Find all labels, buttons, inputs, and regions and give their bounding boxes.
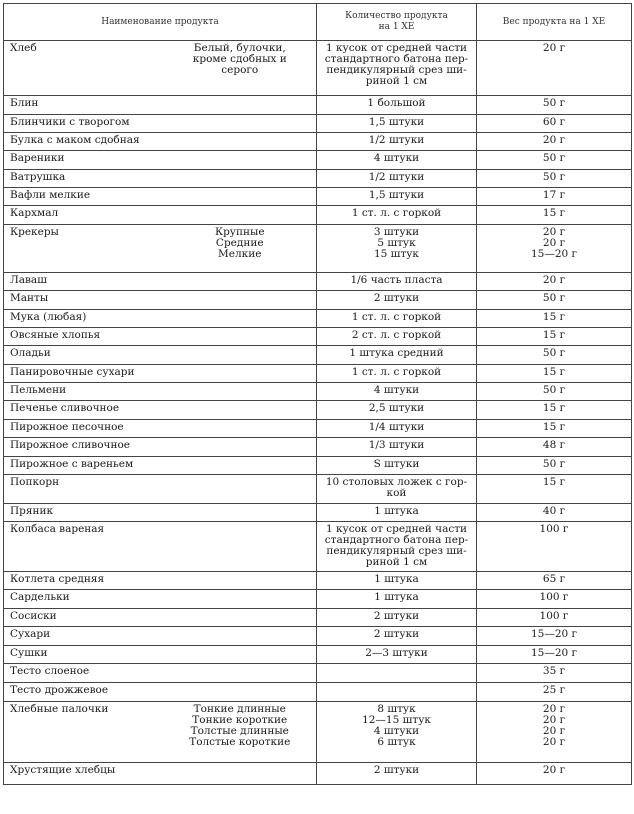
table-row bbox=[4, 273, 632, 291]
product-weight bbox=[477, 475, 632, 504]
table-row bbox=[4, 401, 632, 420]
product-weight-line: 20 г bbox=[542, 764, 566, 776]
product-weight-line: 20 г bbox=[542, 725, 566, 737]
product-quantity bbox=[317, 225, 477, 273]
product-weight-line: 50 г bbox=[542, 292, 566, 304]
table-row bbox=[4, 383, 632, 401]
product-weight-line: 15 г bbox=[542, 207, 566, 219]
product-name: Пирожное песочное bbox=[4, 420, 164, 438]
product-quantity bbox=[317, 273, 477, 291]
product-variant-line: Толстые длинные bbox=[190, 725, 289, 737]
product-quantity bbox=[317, 41, 477, 96]
product-name: Сосиски bbox=[4, 609, 164, 627]
product-quantity-line: 1/6 часть пласта bbox=[350, 274, 443, 286]
product-weight-line: 15—20 г bbox=[530, 647, 578, 659]
table-row bbox=[4, 504, 632, 522]
table-row bbox=[4, 206, 632, 225]
table-row bbox=[4, 188, 632, 206]
product-quantity bbox=[317, 310, 477, 328]
product-weight-line: 50 г bbox=[542, 347, 566, 359]
product-weight-line: 15 г bbox=[542, 476, 566, 488]
product-variant bbox=[164, 590, 317, 609]
header-quantity-line2: на 1 ХЕ bbox=[378, 22, 415, 32]
product-weight-line: 20 г bbox=[542, 714, 566, 726]
product-quantity-line: 1,5 штуки bbox=[368, 189, 425, 201]
product-weight-line: 50 г bbox=[542, 152, 566, 164]
product-weight bbox=[477, 383, 632, 401]
product-quantity bbox=[317, 522, 477, 572]
table-row bbox=[4, 763, 632, 785]
product-name: Тесто слоеное bbox=[4, 664, 164, 683]
product-name: Вафли мелкие bbox=[4, 188, 164, 206]
product-quantity-line: 5 штук bbox=[377, 237, 416, 249]
product-weight bbox=[477, 96, 632, 115]
product-weight-line: 40 г bbox=[542, 505, 566, 517]
product-quantity bbox=[317, 763, 477, 785]
product-quantity-line: 1 кусок от средней части стандартного батона пер-пендикулярный срез ши-риной 1 см bbox=[324, 42, 469, 87]
product-name: Пельмени bbox=[4, 383, 164, 401]
product-name: Сушки bbox=[4, 646, 164, 664]
product-variant bbox=[164, 438, 317, 457]
table-row bbox=[4, 702, 632, 763]
product-weight bbox=[477, 115, 632, 133]
product-weight bbox=[477, 365, 632, 383]
product-weight bbox=[477, 328, 632, 346]
product-quantity bbox=[317, 133, 477, 151]
product-weight bbox=[477, 702, 632, 763]
product-name: Сардельки bbox=[4, 590, 164, 609]
table-row bbox=[4, 646, 632, 664]
table-row bbox=[4, 420, 632, 438]
product-quantity bbox=[317, 627, 477, 646]
product-variant bbox=[164, 310, 317, 328]
product-quantity-line: 1 большой bbox=[367, 97, 426, 109]
product-variant bbox=[164, 188, 317, 206]
product-variant bbox=[164, 273, 317, 291]
product-weight-line: 35 г bbox=[542, 665, 566, 677]
product-variant bbox=[164, 383, 317, 401]
product-quantity-line: 2 ст. л. с горкой bbox=[351, 329, 442, 341]
product-weight-line: 50 г bbox=[542, 458, 566, 470]
product-weight-line: 15 г bbox=[542, 329, 566, 341]
table-row bbox=[4, 346, 632, 365]
header-quantity-line1: Количество продукта bbox=[345, 11, 448, 21]
product-variant bbox=[164, 646, 317, 664]
product-variant bbox=[164, 170, 317, 188]
table-row bbox=[4, 115, 632, 133]
product-variant bbox=[164, 664, 317, 683]
product-variant bbox=[164, 328, 317, 346]
product-weight-line: 50 г bbox=[542, 384, 566, 396]
product-name: Крекеры bbox=[4, 225, 164, 273]
product-variant-line: Белый, булочки, кроме сдобных и серого bbox=[192, 42, 287, 76]
product-quantity bbox=[317, 115, 477, 133]
table-row bbox=[4, 627, 632, 646]
product-quantity bbox=[317, 170, 477, 188]
product-name: Хрустящие хлебцы bbox=[4, 763, 164, 785]
table-row bbox=[4, 291, 632, 310]
product-variant bbox=[164, 504, 317, 522]
product-weight-line: 15 г bbox=[542, 366, 566, 378]
xe-table bbox=[3, 3, 632, 785]
table-row bbox=[4, 310, 632, 328]
product-name: Оладьи bbox=[4, 346, 164, 365]
table-row bbox=[4, 151, 632, 170]
product-variant bbox=[164, 41, 317, 96]
product-variant-line: Тонкие короткие bbox=[192, 714, 288, 726]
product-quantity-line: 1 штука средний bbox=[349, 347, 444, 359]
product-quantity-line: 1/4 штуки bbox=[368, 421, 425, 433]
product-weight bbox=[477, 151, 632, 170]
product-weight bbox=[477, 346, 632, 365]
product-variant bbox=[164, 457, 317, 475]
product-name: Пирожное с вареньем bbox=[4, 457, 164, 475]
product-quantity-line: 12—15 штук bbox=[362, 714, 431, 726]
product-quantity-line: 2 штуки bbox=[373, 628, 420, 640]
product-variant-line: Средние bbox=[215, 237, 264, 249]
product-quantity bbox=[317, 96, 477, 115]
product-quantity-line: 6 штук bbox=[377, 736, 416, 748]
product-weight bbox=[477, 572, 632, 590]
table-row bbox=[4, 96, 632, 115]
product-variant bbox=[164, 115, 317, 133]
product-name: Блин bbox=[4, 96, 164, 115]
product-weight bbox=[477, 420, 632, 438]
product-variant-line: Толстые короткие bbox=[189, 736, 291, 748]
product-weight bbox=[477, 683, 632, 702]
product-name: Вареники bbox=[4, 151, 164, 170]
product-quantity bbox=[317, 609, 477, 627]
product-quantity-line: 1/2 штуки bbox=[368, 134, 425, 146]
product-quantity bbox=[317, 683, 477, 702]
product-variant bbox=[164, 475, 317, 504]
table-row bbox=[4, 664, 632, 683]
product-weight bbox=[477, 504, 632, 522]
product-name: Печенье сливочное bbox=[4, 401, 164, 420]
product-weight bbox=[477, 590, 632, 609]
product-quantity-line: 2 штуки bbox=[373, 610, 420, 622]
product-weight bbox=[477, 664, 632, 683]
product-variant bbox=[164, 401, 317, 420]
product-weight bbox=[477, 522, 632, 572]
product-quantity bbox=[317, 383, 477, 401]
product-weight bbox=[477, 310, 632, 328]
table-row bbox=[4, 41, 632, 96]
product-name: Овсяные хлопья bbox=[4, 328, 164, 346]
product-weight-line: 60 г bbox=[542, 116, 566, 128]
product-name: Блинчики с творогом bbox=[4, 115, 164, 133]
product-variant bbox=[164, 365, 317, 383]
product-quantity bbox=[317, 475, 477, 504]
product-quantity-line: 4 штуки bbox=[373, 384, 420, 396]
product-name: Мука (любая) bbox=[4, 310, 164, 328]
product-quantity-line: 1 ст. л. с горкой bbox=[351, 366, 442, 378]
product-weight-line: 15 г bbox=[542, 402, 566, 414]
product-quantity bbox=[317, 365, 477, 383]
product-variant bbox=[164, 627, 317, 646]
table-row bbox=[4, 438, 632, 457]
product-weight-line: 100 г bbox=[539, 523, 569, 535]
product-quantity bbox=[317, 188, 477, 206]
product-name: Тесто дрожжевое bbox=[4, 683, 164, 702]
product-quantity-line: 2 штуки bbox=[373, 292, 420, 304]
product-quantity-line: 1 кусок от средней части стандартного батона пер-пендикулярный срез ши-риной 1 см bbox=[324, 523, 469, 568]
table-row bbox=[4, 683, 632, 702]
product-weight-line: 20 г bbox=[542, 226, 566, 238]
product-quantity bbox=[317, 291, 477, 310]
product-quantity-line: 2 штуки bbox=[373, 764, 420, 776]
product-variant bbox=[164, 702, 317, 763]
product-quantity bbox=[317, 328, 477, 346]
product-variant bbox=[164, 151, 317, 170]
product-quantity bbox=[317, 702, 477, 763]
product-weight-line: 20 г bbox=[542, 274, 566, 286]
product-quantity bbox=[317, 346, 477, 365]
table-row bbox=[4, 328, 632, 346]
product-name: Хлебные палочки bbox=[4, 702, 164, 763]
product-weight bbox=[477, 41, 632, 96]
table-row bbox=[4, 225, 632, 273]
product-name: Котлета средняя bbox=[4, 572, 164, 590]
product-weight-line: 15 г bbox=[542, 311, 566, 323]
product-variant bbox=[164, 763, 317, 785]
product-quantity bbox=[317, 590, 477, 609]
product-quantity-line: 4 штуки bbox=[373, 725, 420, 737]
product-quantity-line: 1/2 штуки bbox=[368, 171, 425, 183]
product-variant bbox=[164, 522, 317, 572]
table-body bbox=[4, 41, 632, 785]
table-row bbox=[4, 522, 632, 572]
product-name: Колбаса вареная bbox=[4, 522, 164, 572]
header-name: Наименование продукта bbox=[4, 4, 317, 41]
product-weight bbox=[477, 206, 632, 225]
product-weight bbox=[477, 457, 632, 475]
product-quantity bbox=[317, 151, 477, 170]
header-quantity bbox=[317, 4, 477, 41]
product-quantity-line: S штуки bbox=[373, 458, 420, 470]
product-quantity bbox=[317, 438, 477, 457]
product-variant bbox=[164, 225, 317, 273]
product-quantity-line: 3 штуки bbox=[373, 226, 420, 238]
table-row bbox=[4, 170, 632, 188]
product-name: Попкорн bbox=[4, 475, 164, 504]
product-name: Кархмал bbox=[4, 206, 164, 225]
product-name: Пирожное сливочное bbox=[4, 438, 164, 457]
product-quantity-line: 2,5 штуки bbox=[368, 402, 425, 414]
product-weight bbox=[477, 401, 632, 420]
product-quantity-line: 1/3 штуки bbox=[368, 439, 425, 451]
product-quantity bbox=[317, 504, 477, 522]
product-weight-line: 15—20 г bbox=[530, 248, 578, 260]
product-weight bbox=[477, 188, 632, 206]
table-row bbox=[4, 133, 632, 151]
product-variant bbox=[164, 346, 317, 365]
product-name: Булка с маком сдобная bbox=[4, 133, 164, 151]
product-name: Панировочные сухари bbox=[4, 365, 164, 383]
table-row bbox=[4, 457, 632, 475]
product-variant bbox=[164, 572, 317, 590]
product-weight bbox=[477, 291, 632, 310]
product-variant-line: Мелкие bbox=[218, 248, 262, 260]
product-variant bbox=[164, 683, 317, 702]
table-row bbox=[4, 572, 632, 590]
product-quantity-line: 1 штука bbox=[374, 505, 419, 517]
product-quantity bbox=[317, 420, 477, 438]
product-weight-line: 100 г bbox=[539, 591, 569, 603]
product-name: Ватрушка bbox=[4, 170, 164, 188]
product-name: Манты bbox=[4, 291, 164, 310]
product-weight bbox=[477, 273, 632, 291]
product-quantity bbox=[317, 572, 477, 590]
product-weight bbox=[477, 609, 632, 627]
product-quantity-line: 1 штука bbox=[374, 591, 419, 603]
product-quantity-line: 10 столовых ложек с гор-кой bbox=[325, 476, 468, 499]
header-weight: Вес продукта на 1 ХЕ bbox=[477, 4, 632, 41]
product-weight bbox=[477, 646, 632, 664]
product-weight bbox=[477, 133, 632, 151]
product-weight-line: 20 г bbox=[542, 237, 566, 249]
product-variant bbox=[164, 96, 317, 115]
product-quantity bbox=[317, 401, 477, 420]
product-quantity-line: 1 ст. л. с горкой bbox=[351, 311, 442, 323]
product-quantity bbox=[317, 664, 477, 683]
product-weight bbox=[477, 170, 632, 188]
table-row bbox=[4, 365, 632, 383]
product-variant bbox=[164, 133, 317, 151]
product-weight-line: 50 г bbox=[542, 171, 566, 183]
product-weight bbox=[477, 225, 632, 273]
product-weight-line: 20 г bbox=[542, 134, 566, 146]
product-weight-line: 15 г bbox=[542, 421, 566, 433]
product-weight-line: 20 г bbox=[542, 42, 566, 54]
product-weight-line: 25 г bbox=[542, 684, 566, 696]
product-weight-line: 20 г bbox=[542, 736, 566, 748]
product-quantity-line: 1 ст. л. с горкой bbox=[351, 207, 442, 219]
product-quantity bbox=[317, 646, 477, 664]
product-quantity-line: 8 штук bbox=[377, 703, 416, 715]
product-weight-line: 48 г bbox=[542, 439, 566, 451]
product-quantity-line: 2—3 штуки bbox=[365, 647, 428, 659]
table-row bbox=[4, 475, 632, 504]
table-row bbox=[4, 590, 632, 609]
product-quantity-line: 15 штук bbox=[373, 248, 419, 260]
product-variant bbox=[164, 206, 317, 225]
product-variant bbox=[164, 609, 317, 627]
product-variant-line: Крупные bbox=[214, 226, 265, 238]
product-quantity-line: 4 штуки bbox=[373, 152, 420, 164]
product-name: Пряник bbox=[4, 504, 164, 522]
product-weight-line: 50 г bbox=[542, 97, 566, 109]
product-weight-line: 20 г bbox=[542, 703, 566, 715]
product-name: Хлеб bbox=[4, 41, 164, 96]
product-name: Сухари bbox=[4, 627, 164, 646]
header-row bbox=[4, 4, 632, 41]
product-weight bbox=[477, 627, 632, 646]
product-quantity-line: 1,5 штуки bbox=[368, 116, 425, 128]
product-weight-line: 17 г bbox=[542, 189, 566, 201]
product-quantity bbox=[317, 457, 477, 475]
product-weight-line: 65 г bbox=[542, 573, 566, 585]
product-variant bbox=[164, 420, 317, 438]
product-weight-line: 15—20 г bbox=[530, 628, 578, 640]
product-weight-line: 100 г bbox=[539, 610, 569, 622]
product-quantity bbox=[317, 206, 477, 225]
product-variant-line: Тонкие длинные bbox=[193, 703, 286, 715]
product-variant bbox=[164, 291, 317, 310]
table-row bbox=[4, 609, 632, 627]
product-name: Лаваш bbox=[4, 273, 164, 291]
product-weight bbox=[477, 763, 632, 785]
product-weight bbox=[477, 438, 632, 457]
product-quantity-line: 1 штука bbox=[374, 573, 419, 585]
